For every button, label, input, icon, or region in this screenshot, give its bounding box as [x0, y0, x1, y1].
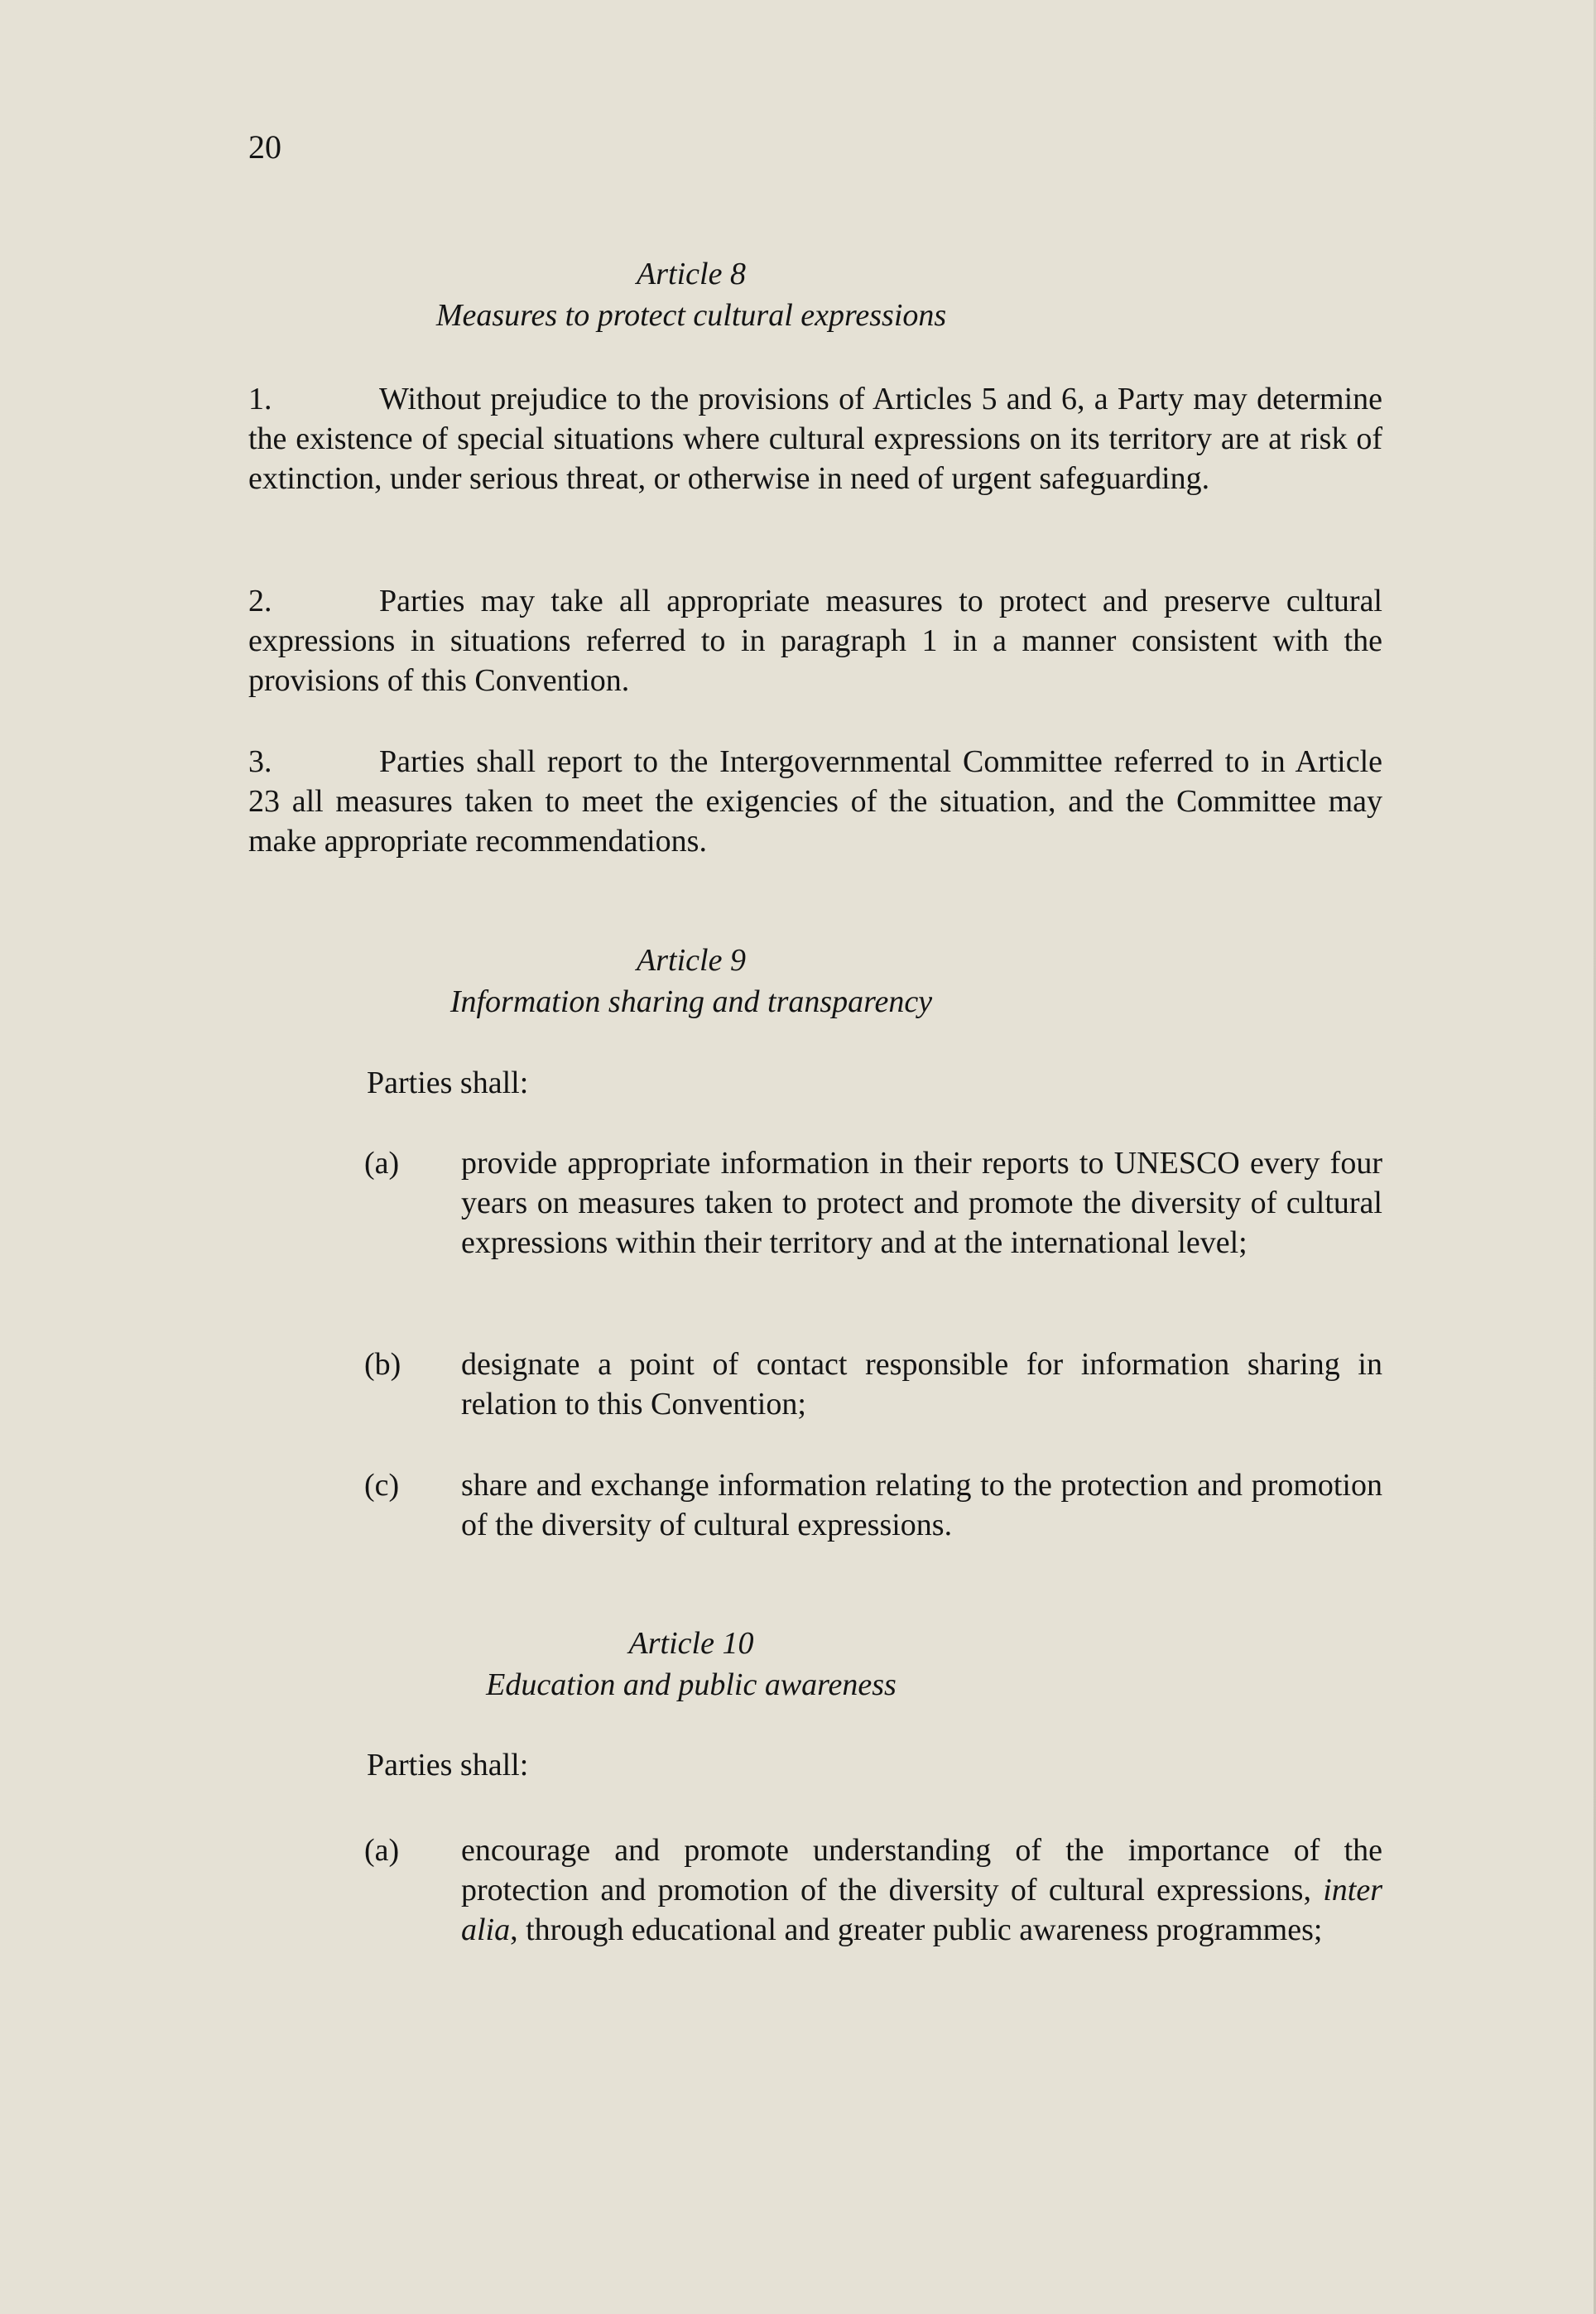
article-10-subtitle: Education and public awareness: [486, 1667, 897, 1702]
item-text: [461, 1831, 1382, 1950]
article-8-paragraph-3: [248, 742, 1382, 861]
article-9-item-a: [364, 1143, 1382, 1263]
article-8-paragraph-2: [248, 581, 1382, 700]
item-text: share and exchange information relating to the protection and promotion of the diversity of cultural expressions.: [461, 1468, 1382, 1542]
item-text-after: , through educational and greater public awareness programmes;: [510, 1912, 1323, 1947]
paragraph-number: 1.: [248, 382, 272, 416]
item-label: (a): [364, 1833, 400, 1868]
item-label: (a): [364, 1146, 400, 1181]
item-text-before: encourage and promote understanding of the importance of the protection and promotion of the diversity of cultural expressions,: [461, 1833, 1382, 1907]
article-8-heading: [248, 253, 1134, 336]
paragraph-number: 2.: [248, 584, 272, 618]
item-text: designate a point of contact responsible for information sharing in relation to this Convention;: [461, 1347, 1382, 1422]
article-8-subtitle: Measures to protect cultural expressions: [435, 298, 947, 333]
paragraph-text: Without prejudice to the provisions of Articles 5 and 6, a Party may determine the existence of special situations where cultural expressions on its territory are at risk of extinction, under serious threat, or otherwise in need of urgent safeguarding.: [248, 382, 1382, 496]
article-8-title: Article 8: [637, 257, 746, 291]
paragraph-text: Parties shall report to the Intergovernmental Committee referred to in Article 23 all measures taken to meet the exigencies of the situation, and the Committee may make appropriate recommendations.: [248, 744, 1382, 859]
article-10-heading: [248, 1623, 1134, 1705]
article-9-subtitle: Information sharing and transparency: [449, 984, 933, 1019]
article-10-item-a: [364, 1831, 1382, 1950]
item-label: (b): [364, 1347, 401, 1382]
page-number: 20: [248, 128, 281, 166]
article-10-intro: Parties shall:: [367, 1748, 529, 1782]
article-9-intro: Parties shall:: [367, 1066, 529, 1100]
article-8-paragraph-1: [248, 379, 1382, 498]
article-9-item-b: [364, 1345, 1382, 1424]
item-text: provide appropriate information in their reports to UNESCO every four years on measures taken to protect and promote the diversity of cultural expressions within their territory and at the international level;: [461, 1146, 1382, 1260]
article-9-item-c: [364, 1465, 1382, 1545]
article-9-title: Article 9: [637, 943, 746, 978]
article-9-heading: [248, 940, 1134, 1022]
paragraph-text: Parties may take all appropriate measures to protect and preserve cultural expressions in situations referred to in paragraph 1 in a manner consistent with the provisions of this Convention.: [248, 584, 1382, 698]
article-10-title: Article 10: [628, 1626, 754, 1661]
item-text-italic: inter alia: [461, 1873, 1382, 1947]
item-label: (c): [364, 1468, 400, 1503]
paragraph-number: 3.: [248, 744, 272, 779]
